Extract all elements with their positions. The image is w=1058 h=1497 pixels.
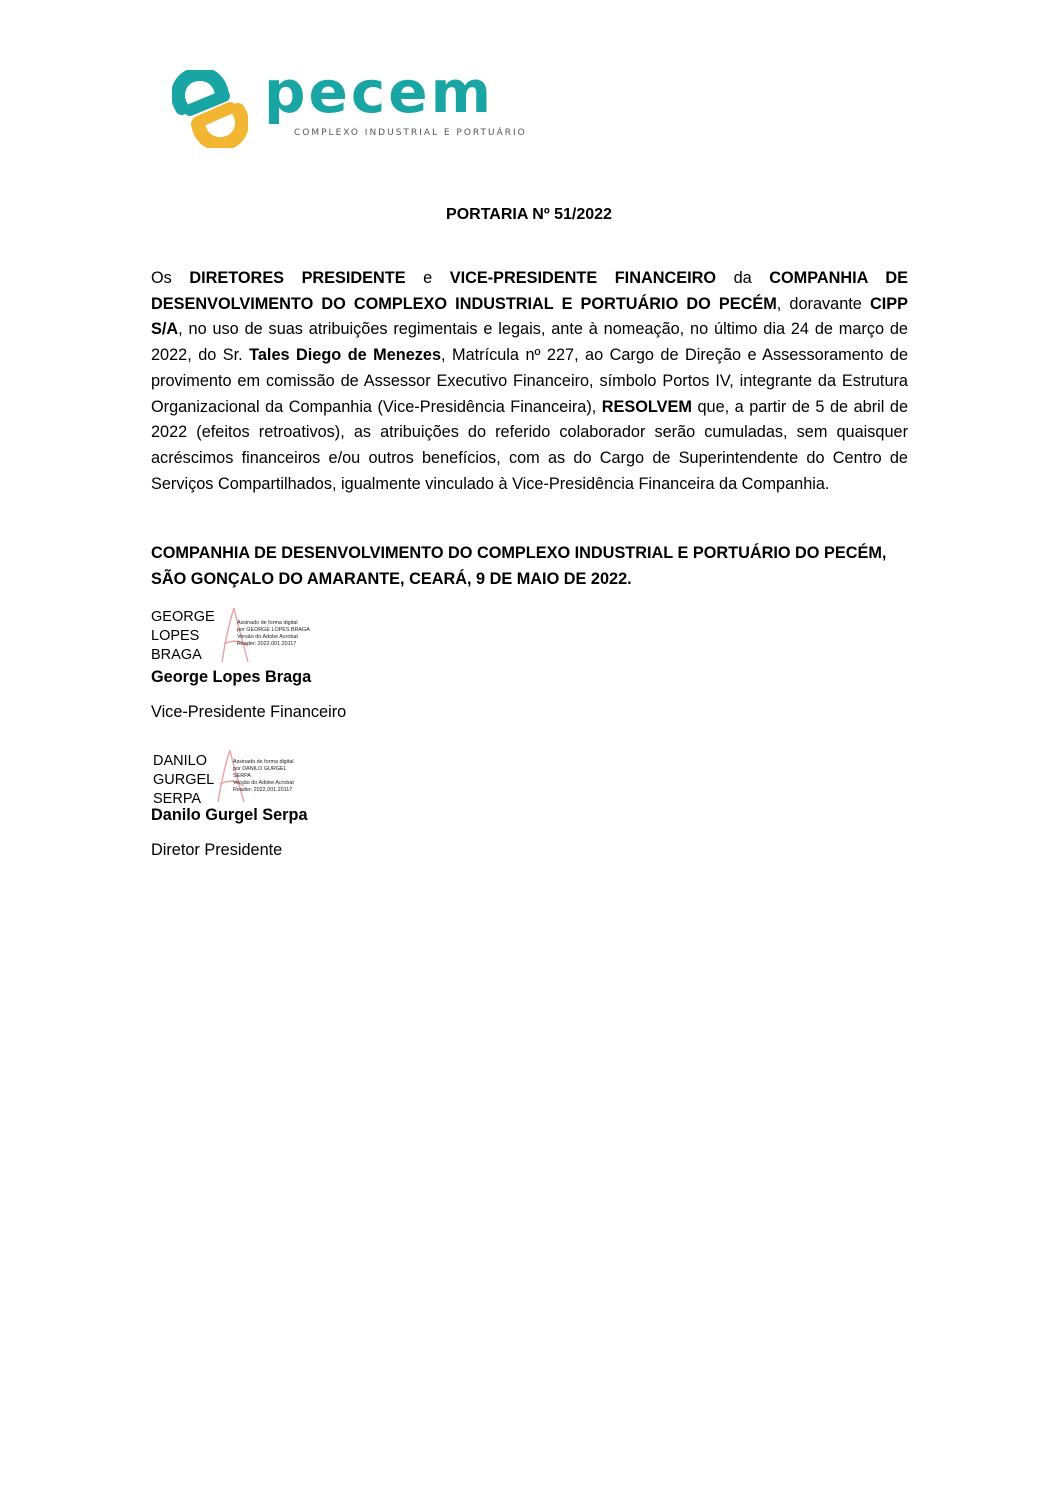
signer-1-name: George Lopes Braga [151,668,312,686]
stamp-line: Assinado de forma digital [237,620,298,626]
body-bold-text: RESOLVEM [601,397,692,416]
document-title: PORTARIA Nº 51/2022 [446,206,612,223]
body-text-segment: Os [151,269,190,287]
signature-2-name-line: SERPA [153,791,202,807]
body-paragraph [151,266,908,497]
stamp-line: Versão do Adobe Acrobat [233,780,294,786]
logo-symbol-icon [172,70,248,148]
logo-wordmark: pecem [264,58,495,126]
body-bold-text: COMPANHIA DE DESENVOLVIMENTO DO COMPLEXO INDUSTRIAL E PORTUÁRIO DO PECÉM [151,269,908,313]
company-logo [172,58,527,148]
logo-subtitle: COMPLEXO INDUSTRIAL E PORTUÁRIO [294,128,527,138]
stamp-line: Versão do Adobe Acrobat [237,634,298,640]
signature-2-name-line: GURGEL [153,772,215,788]
body-bold-text: VICE-PRESIDENTE FINANCEIRO [449,269,717,287]
signature-1-name-line: GEORGE [151,609,215,625]
signature-1-name-line: BRAGA [151,647,202,663]
stamp-line: SERPA [233,773,251,779]
signature-1-name-block [151,608,215,665]
body-text-segment: , no uso de suas atribuições regimentais e legais, ante à nomeação, no último dia 24 de março de 2022, do Sr. [151,320,908,365]
body-bold-text: CIPP S/A [151,294,908,339]
body-text-segment: , Matrícula nº 227, ao Cargo de Direção e Assessoramento de provimento em comissão de Assessor Executivo Financeiro, símbolo Portos IV, integrante da Estrutura Organizacional da Companhia (Vice-Presidência Financeira), [151,346,908,416]
stamp-line: Reader: 2022.001.20117 [237,641,297,647]
signature-2-name-block [153,752,214,809]
signer-2-name: Danilo Gurgel Serpa [151,806,308,824]
body-text-segment: e [405,269,450,287]
signature-1-stamp [237,620,327,648]
closing-line-2: SÃO GONÇALO DO AMARANTE, CEARÁ, 9 DE MAIO DE 2022. [151,569,632,588]
signer-1-role: Vice-Presidente Financeiro [151,703,347,721]
stamp-line: Reader: 2022.001.20117 [233,787,293,793]
stamp-line: por GEORGE LOPES BRAGA [237,627,310,633]
signature-1-name-line: LOPES [151,628,200,644]
signer-2-role: Diretor Presidente [151,841,283,859]
body-bold-text: DIRETORES PRESIDENTE [189,269,406,287]
body-text-segment: da [716,269,770,287]
body-text-segment: que, a partir de 5 de abril de 2022 (efeitos retroativos), as atribuições do referido colaborador serão cumuladas, sem quaisquer acréscimos financeiros e/ou outros benefícios, com as do Cargo de Superintendente do Centro de Serviços Compartilhados, igualmente vinculado à Vice-Presidência Financeira da Companhia. [151,397,908,493]
body-text-segment: , doravante [776,294,870,313]
signature-2-stamp [233,759,323,794]
stamp-line: por DANILO GURGEL [233,766,287,772]
stamp-line: Assinado de forma digital [233,759,294,765]
closing-block [151,541,908,592]
signature-2-name-line: DANILO [153,753,207,769]
body-bold-text: Tales Diego de Menezes [249,346,442,365]
closing-line-1: COMPANHIA DE DESENVOLVIMENTO DO COMPLEXO INDUSTRIAL E PORTUÁRIO DO PECÉM, [151,544,887,562]
